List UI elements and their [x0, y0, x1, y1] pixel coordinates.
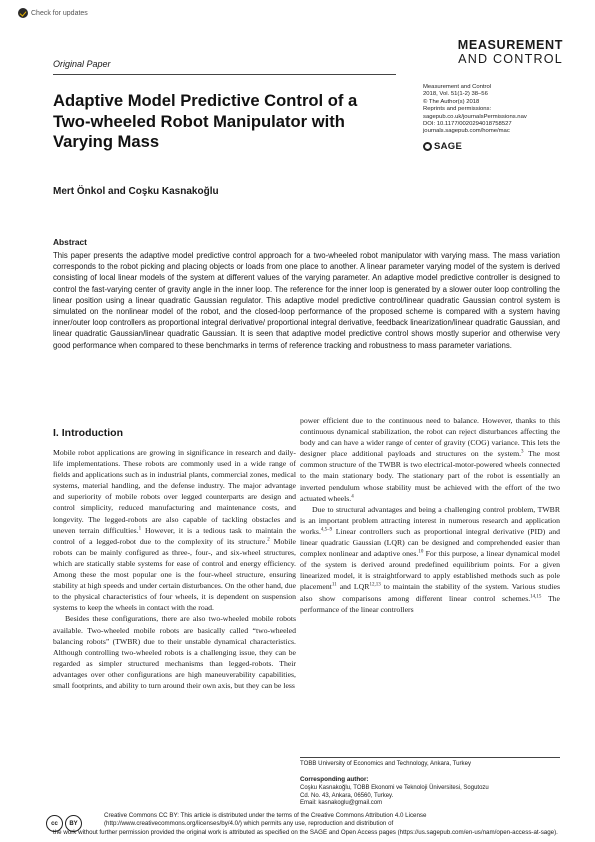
paper-title: Adaptive Model Predictive Control of a Two-wheeled Robot Manipulator with Varying Mass [53, 91, 358, 152]
footnote-rule [300, 757, 560, 758]
citation[interactable]: 2 [267, 537, 270, 543]
citation[interactable]: 4 [351, 494, 354, 500]
corresponding-author-details [300, 785, 560, 808]
license-text-continued: the work without further permission provided the original work is attributed as specified on the SAGE and Open Access pages (https://us.sagepub.com/en-us/nam/open-access-at-sage). [53, 829, 558, 836]
corresponding-author-email[interactable]: Email: kasnakoglu@gmail.com [300, 800, 383, 807]
authors: Mert Önkol and Coşku Kasnakoğlu [53, 186, 219, 197]
journal-info [423, 84, 573, 136]
citation[interactable]: 12,13 [369, 582, 381, 588]
body-left-column [53, 447, 296, 691]
abstract-text: This paper presents the adaptive model predictive control approach for a two-wheeled robot manipulator with varying mass. The mass variation corresponds to the robot picking and placing objects or loads from one place to another. A linear parameter varying model of the system is derived consisting of local linear models of the system at different values of the varying parameter. An adaptive model predictive controller is designed to control the fast-varying center of gravity angle in the inner loop. The reference for the inner loop is generated by a slower outer loop controlling the linear position using a linear quadratic Gaussian regulator. This adaptive model predictive control/linear quadratic Gaussian control system is simulated on the nonlinear model of the robot, and the closed-loop performance of the proposed scheme is compared with a system having inner/outer loop controllers as proportional integral derivative/ proportional integral derivative, feedback linearization/linear quadratic Gaussian, and linear quadratic Gaussian/linear quadratic Gaussian. It is seen that adaptive model predictive control shows mostly superior and otherwise very good performance when compared to these benchmarks in terms of reference tracking and robustness to mass parameter variations. [53, 251, 560, 350]
header-rule [53, 74, 396, 75]
journal-volume: 2018, Vol. 51(1-2) 38–56 [423, 91, 488, 98]
journal-logo-line1: MEASUREMENT [457, 38, 563, 52]
permissions-link[interactable]: sagepub.co.uk/journalsPermissions.nav [423, 113, 527, 120]
citation[interactable]: 10 [418, 549, 424, 555]
paragraph: power efficient due to the continuous need to balance. However, thanks to this continuous dynamical stabilization, the robot can reject disturbances affecting the body and can have a wider range of center of gravity (COG) variance. This lets the designer place additional payloads and structures on the system.$^3$ The most common structure of the TWBR is two electrical-motor-powered wheels connected to the main stationary body. The stationary part of the robot is essentially an inverted pendulum whose stability must be achieved with the effort of the two actuated wheels.$^4$ [300, 416, 560, 503]
corresponding-author-address: Cd. No. 43, Ankara, 06560, Turkey. [300, 792, 394, 799]
article-type: Original Paper [53, 59, 111, 69]
citation[interactable]: 11 [331, 582, 337, 588]
check-for-updates-badge[interactable] [18, 6, 98, 20]
reprints-label: Reprints and permissions: [423, 106, 492, 113]
paragraph: Besides these configurations, there are also two-wheeled mobile robots available. Two-wheeled mobile robots are basically called “two-wheeled balancing robots” (TWBR) due to their unstable dynamical characteristics. Although controlling two-wheeled robots is a challenging issue, they can be regarded as simpler structured mechanisms than legged-robots. Their advantages over other configurations are high maneuverability capabilities, small footprints, and ability to turn around their own axis, but they can be less [53, 614, 296, 690]
section-heading: I. Introduction [53, 427, 123, 439]
citation[interactable]: 3 [521, 449, 524, 455]
doi[interactable]: DOI: 10.1177/0020294018758527 [423, 121, 512, 128]
journal-logo [423, 38, 563, 66]
abstract-heading: Abstract [53, 237, 87, 247]
by-icon: BY [65, 815, 82, 832]
corresponding-author-line: Coşku Kasnakoğlu, TOBB Ekonomi ve Teknoloji Üniversitesi, Sogutozu [300, 785, 489, 791]
affiliation: TOBB University of Economics and Technology, Ankara, Turkey [300, 760, 472, 767]
sage-logo-icon [423, 142, 432, 151]
journal-logo-line2: AND CONTROL [458, 52, 563, 66]
check-updates-label: Check for updates [31, 9, 88, 17]
cc-icon: cc [46, 815, 63, 832]
citation[interactable]: 1 [138, 526, 142, 532]
paragraph: Mobile robot applications are growing in significance in research and daily-life implementations. These robots are commonly used in a wide range of fields and applications such as in industrial plants, commercial zones, medical systems, material handling, and the defense industry. The major advantage and superiority of mobile robots over legged counterparts are design and control simplicity, reduced manufacturing and maintenance costs, and longevity. The legged-robots are also capable of tackling obstacles and uneven terrain difficulties.$^1$ However, it is a tedious task to maintain the control of a legged-robot due to the complexity of its structure.$^2$ Mobile robots can be mainly configured as three-, four-, and six-wheel structures, which are statically stable systems for ease of control and energy efficiency. Among these the most popular one is the four-wheel structure, ensuring stability at high speeds and under certain disturbances. On the other hand, due to the physical characteristics of four wheels, it is dependent on suspension systems to keep the wheels in contact with the road. [53, 448, 296, 613]
check-updates-icon [18, 8, 28, 18]
journal-homepage-link[interactable]: journals.sagepub.com/home/mac [423, 128, 510, 135]
publisher-logo [423, 141, 462, 152]
license-text: Creative Commons CC BY: This article is distributed under the terms of the Creative Commons Attribution 4.0 License (http://www.creativecommons.org/licenses/by/4.0/) which permits any use, reproduction and distribution of [104, 812, 427, 828]
copyright: © The Author(s) 2018 [423, 98, 480, 105]
corresponding-author-heading: Corresponding author: [300, 776, 369, 783]
publisher-name: SAGE [434, 141, 463, 152]
journal-name: Measurement and Control [423, 84, 492, 90]
paragraph: Due to structural advantages and being a challenging control problem, TWBR is an important problem attracting interest in numerous research and application works.$^{4,5-9}$ Linear controllers such as proportional integral derivative (PID) and linear quadratic Gaussian (LQR) can be designed and comprehended easier than complex nonlinear and adaptive ones.$^{10}$ For this purpose, a linear dynamical model of the system is derived around predefined equilibrium points. For a given linearized model, it is straightforward to apply established methods such as pole placement$^{11}$ and LQR$^{12,13}$ to maintain the stability of the system. Various studies also show comparisons among different linear control schemes.$^{14,15}$ The performance of the linear controllers [300, 504, 560, 614]
citation[interactable]: 4,5–9 [320, 527, 333, 533]
citation[interactable]: 14,15 [530, 593, 542, 599]
body-right-column [300, 415, 560, 615]
